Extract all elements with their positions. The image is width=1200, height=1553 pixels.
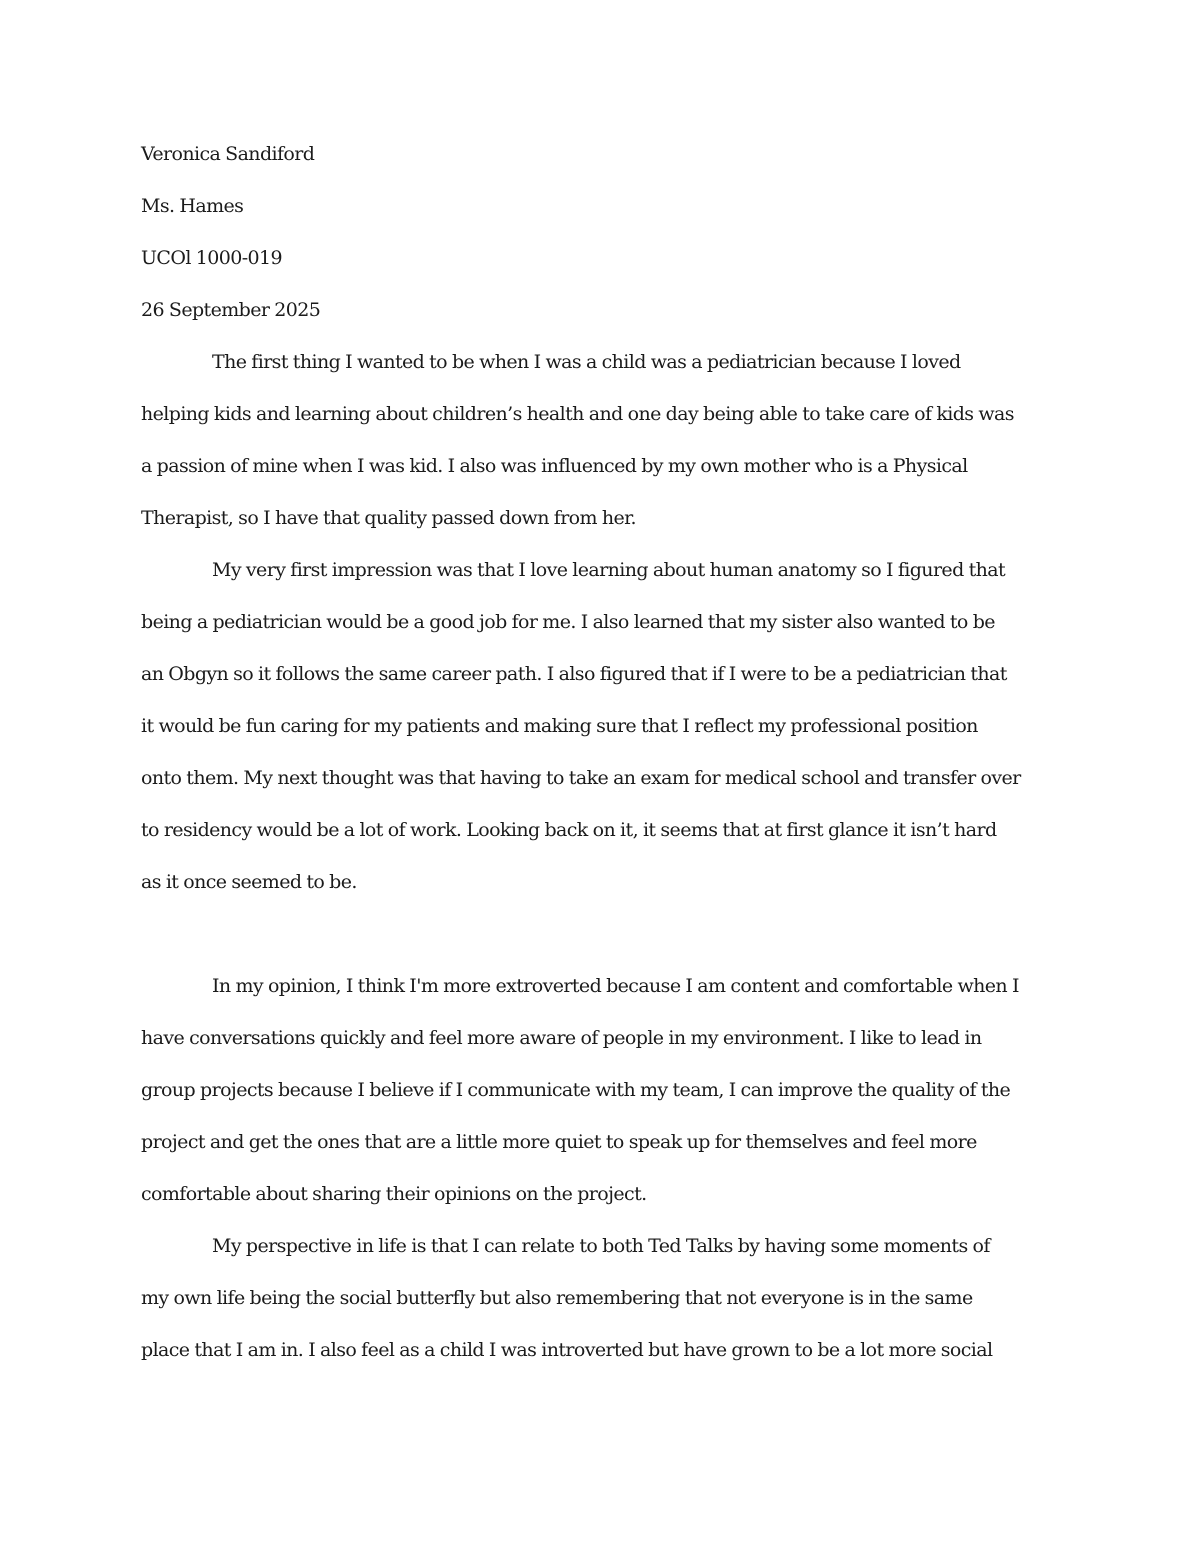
paragraph-line: it would be fun caring for my patients and making sure that I reflect my professional position xyxy=(141,715,978,737)
paragraph-line: have conversations quickly and feel more aware of people in my environment. I like to lead in xyxy=(141,1027,982,1049)
paragraph-line: place that I am in. I also feel as a child I was introverted but have grown to be a lot more social xyxy=(141,1339,993,1361)
paragraph-line: The first thing I wanted to be when I was a child was a pediatrician because I loved xyxy=(212,351,961,373)
paragraph-line: an Obgyn so it follows the same career path. I also figured that if I were to be a pediatrician that xyxy=(141,663,1007,685)
student-name: Veronica Sandiford xyxy=(141,143,315,165)
paragraph-line: to residency would be a lot of work. Looking back on it, it seems that at first glance it isn’t hard xyxy=(141,819,997,841)
course-code: UCOl 1000-019 xyxy=(141,247,282,269)
paragraph-line: My very first impression was that I love learning about human anatomy so I figured that xyxy=(212,559,1006,581)
instructor-name: Ms. Hames xyxy=(141,195,244,217)
paragraph-line: a passion of mine when I was kid. I also was influenced by my own mother who is a Physical xyxy=(141,455,968,477)
paragraph-2 xyxy=(141,552,1066,916)
paragraph-1 xyxy=(141,344,1066,552)
essay-body xyxy=(141,136,1066,1384)
essay-date: 26 September 2025 xyxy=(141,299,321,321)
paragraph-line: my own life being the social butterfly but also remembering that not everyone is in the same xyxy=(141,1287,973,1309)
blank-line xyxy=(141,916,1066,968)
paragraph-line: project and get the ones that are a little more quiet to speak up for themselves and feel more xyxy=(141,1131,977,1153)
paragraph-3 xyxy=(141,968,1066,1228)
paragraph-line: being a pediatrician would be a good job for me. I also learned that my sister also wanted to be xyxy=(141,611,995,633)
paragraph-line: as it once seemed to be. xyxy=(141,871,357,893)
paragraph-line: group projects because I believe if I communicate with my team, I can improve the quality of the xyxy=(141,1079,1011,1101)
paragraph-line: onto them. My next thought was that having to take an exam for medical school and transfer over xyxy=(141,767,1021,789)
paragraph-line: comfortable about sharing their opinions on the project. xyxy=(141,1183,647,1205)
paragraph-line: Therapist, so I have that quality passed down from her. xyxy=(141,507,636,529)
paragraph-line: helping kids and learning about children’s health and one day being able to take care of kids was xyxy=(141,403,1014,425)
paragraph-line: My perspective in life is that I can relate to both Ted Talks by having some moments of xyxy=(212,1235,990,1257)
paragraph-line: In my opinion, I think I'm more extroverted because I am content and comfortable when I xyxy=(212,975,1019,997)
paragraph-4 xyxy=(141,1228,1066,1384)
